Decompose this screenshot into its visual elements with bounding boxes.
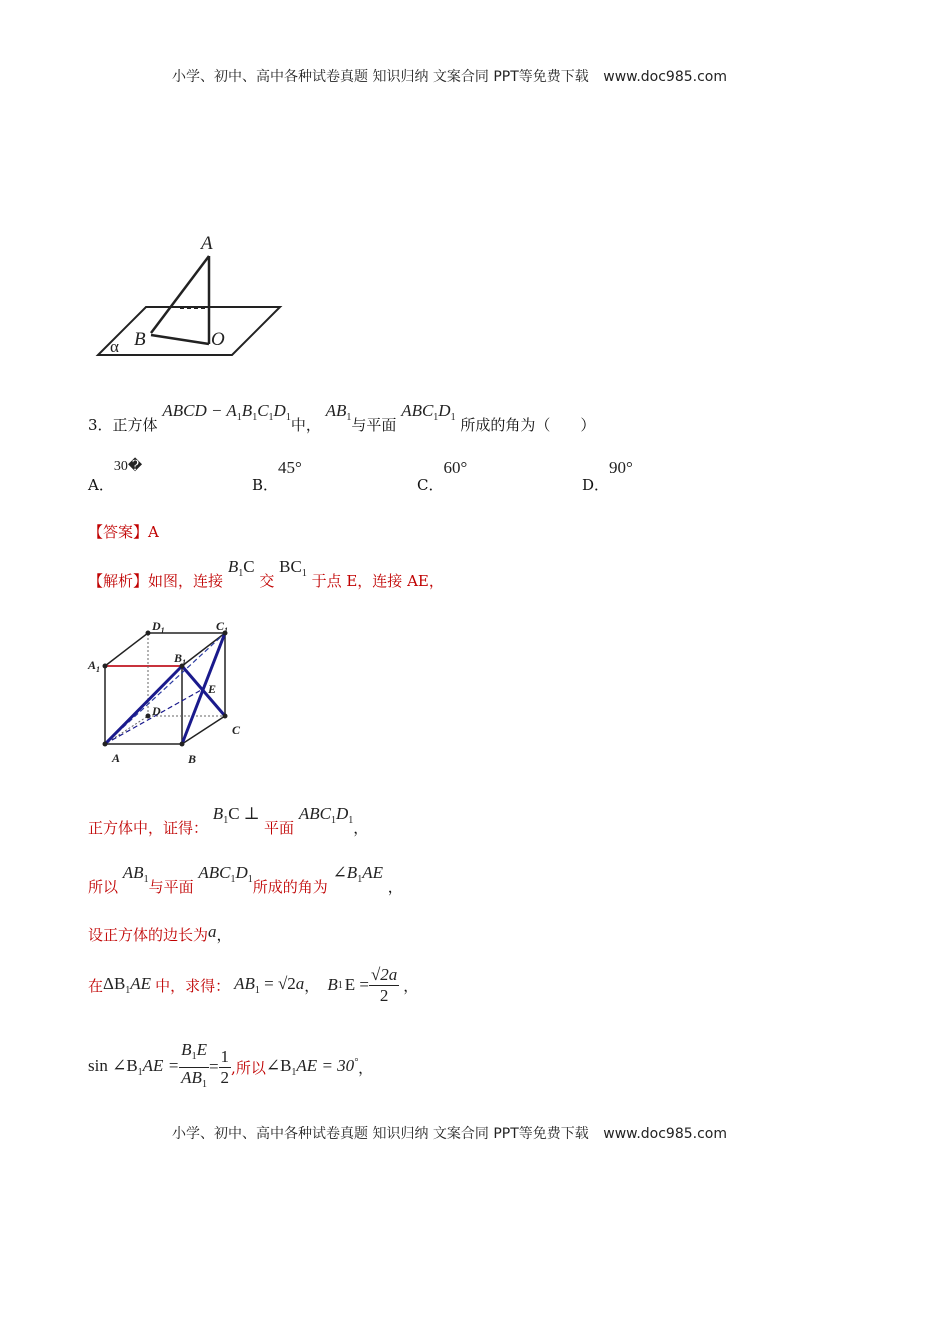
option-d-letter: D． [582, 476, 610, 494]
segment-ab [151, 256, 209, 333]
analysis-text-2: 交 [259, 572, 275, 590]
answer-value: A [148, 523, 159, 541]
step-5-equals: = [208, 1057, 219, 1076]
header-url: www.doc985.com [603, 69, 727, 85]
step-1-text-2: 平面 [264, 819, 295, 837]
analysis-text-1: 如图，连接 [148, 572, 224, 590]
step-3-text-1: 设正方体的边长为 [88, 926, 209, 944]
step-2-angle: $\angle B_1AE$ [332, 863, 383, 885]
answer-line [88, 521, 159, 542]
option-c[interactable] [417, 458, 467, 495]
segment-b1c: $B_1C$ [227, 557, 255, 579]
step-2-text-3: 所成的角为 [252, 878, 328, 896]
question-number: 3． [88, 416, 113, 434]
label-a: A [201, 233, 213, 254]
option-c-letter: C． [417, 476, 444, 494]
option-a[interactable] [88, 458, 142, 495]
question-text-2: 中， [290, 416, 321, 434]
option-b-letter: B． [252, 476, 279, 494]
cube-figure [84, 618, 254, 768]
step-5-result: $\angle B_1AE = 30^\circ$ [265, 1056, 359, 1078]
step-2-text-4: ， [387, 878, 403, 896]
step-2-text-1: 所以 [88, 878, 119, 896]
step-4-text-4: ， [403, 976, 419, 995]
step-4-b1e: B 1 E = $\frac{√2a}{2}$ [327, 964, 398, 1005]
page-header [172, 66, 727, 86]
step-4-fraction: $\frac{√2a}{2}$ [370, 964, 398, 1005]
page-footer [172, 1123, 727, 1143]
label-alpha: α [110, 337, 119, 356]
answer-label: 【答案】 [88, 523, 149, 541]
label-vertex-e: E [208, 682, 217, 696]
step-5-fraction: $\frac{B_1E}{AB_1}$ [181, 1039, 207, 1090]
label-vertex-b: B [188, 752, 197, 766]
plane-abc1d1: $ABC_1D_1$ [401, 401, 456, 423]
label-vertex-d: D [152, 704, 161, 718]
option-b-value: 45° [278, 458, 302, 477]
label-b: B [134, 329, 146, 350]
question-3 [88, 400, 595, 436]
label-vertex-c: C [232, 723, 241, 737]
analysis-label: 【解析】 [88, 572, 149, 590]
step-1-plane: $ABC_1D_1$ [298, 804, 354, 826]
step-5-half: $\frac{1}{2}$ [220, 1046, 230, 1087]
option-a-value: 30� [113, 459, 143, 474]
step-3 [88, 922, 232, 945]
option-d-value: 90° [609, 458, 633, 477]
option-b[interactable] [252, 458, 302, 495]
label-vertex-c1: $C_1$ [216, 619, 229, 635]
segment-a-b1 [105, 666, 182, 744]
step-5-text-2: ， [358, 1058, 374, 1077]
step-4-text-2: 中，求得： [155, 976, 231, 995]
step-2-ab1: $AB_1$ [122, 863, 149, 885]
step-4-text-1: 在 [88, 976, 104, 995]
question-text-1: 正方体 [112, 416, 158, 434]
step-1-b1c: $B_1C$ ⊥ [212, 804, 265, 826]
step-1-text-3: ， [353, 819, 369, 837]
step-2 [88, 862, 403, 898]
step-1 [88, 803, 368, 839]
step-4-text-3: ， [304, 976, 320, 995]
segment-ab1: $AB_1$ [325, 401, 352, 423]
step-3-text-2: ， [216, 926, 232, 944]
analysis-text-3: 于点 E，连接 AE， [311, 572, 444, 590]
footer-url: www.doc985.com [603, 1126, 727, 1142]
analysis-line [88, 556, 444, 592]
label-vertex-d1: $D_1$ [152, 619, 165, 635]
step-4-ab1: $AB_1 = √2a$ [234, 974, 305, 996]
step-5 [88, 1039, 374, 1092]
label-vertex-a1: $A_1$ [88, 658, 101, 674]
segment-bc1: $BC_1$ [279, 557, 307, 579]
footer-text: 小学、初中、高中各种试卷真题 知识归纳 文案合同 PPT等免费下载 [172, 1126, 589, 1142]
step-1-text-1: 正方体中，证得： [88, 819, 209, 837]
step-2-text-2: 与平面 [148, 878, 194, 896]
plane-alpha [98, 307, 280, 355]
step-2-plane: $ABC_1D_1$ [198, 863, 253, 885]
edge-a1-d1 [105, 633, 148, 666]
step-4-triangle: $\Delta B_1AE$ [103, 974, 152, 996]
step-3-a: a [208, 922, 217, 941]
plane-figure [88, 228, 293, 363]
header-text: 小学、初中、高中各种试卷真题 知识归纳 文案合同 PPT等免费下载 [172, 69, 589, 85]
question-text-3: 与平面 [351, 416, 397, 434]
label-vertex-a: A [112, 751, 121, 765]
question-text-4: 所成的角为（ ） [460, 416, 596, 434]
option-a-letter: A． [88, 476, 114, 494]
option-c-value: 60° [443, 458, 468, 477]
step-5-sin: $\sin \angle B_1AE$ = [88, 1056, 180, 1078]
label-vertex-b1: $B_1$ [174, 651, 187, 667]
cube-name: ABCD − $A_1B_1C_1D_1$ [162, 401, 291, 423]
label-o: O [211, 329, 225, 350]
step-4 [88, 960, 418, 1010]
option-d[interactable] [582, 458, 633, 495]
segment-bo [151, 335, 209, 344]
step-5-text-1: ,所以 [231, 1058, 266, 1077]
